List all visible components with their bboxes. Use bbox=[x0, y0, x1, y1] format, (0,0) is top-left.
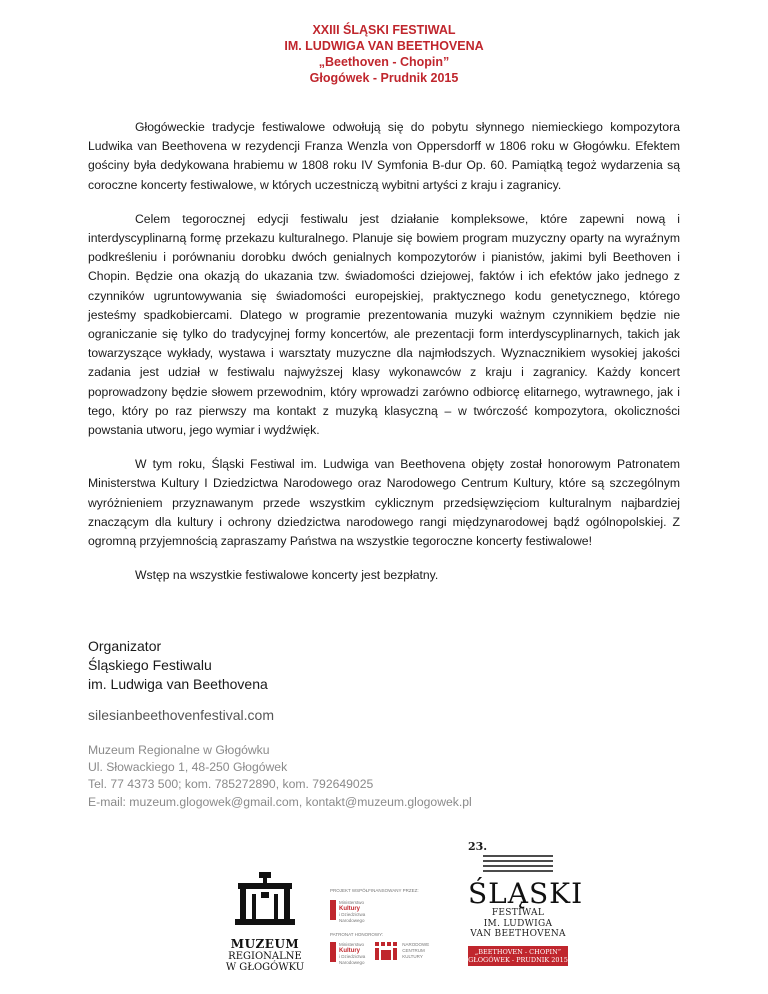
organizer-line: im. Ludwiga van Beethovena bbox=[88, 676, 268, 692]
contact-museum-name: Muzeum Regionalne w Głogówku bbox=[88, 743, 270, 757]
festival-location-year: Głogówek - Prudnik 2015 bbox=[309, 71, 459, 85]
organizer-block bbox=[88, 637, 268, 694]
nck-text: CENTRUM bbox=[402, 948, 425, 953]
ministry-text: Narodowego bbox=[339, 960, 365, 965]
contact-email: E-mail: muzeum.glogowek@gmail.com, kontakt@muzeum.glogowek.pl bbox=[88, 794, 472, 809]
ministry-text: i Dziedzictwa bbox=[339, 954, 366, 959]
ministry-emblem-icon bbox=[330, 900, 336, 920]
festival-logo-name: ŚLĄSKI bbox=[468, 877, 584, 910]
paragraph-tradition: Głogóweckie tradycje festiwalowe odwołują się do pobytu słynnego niemieckiego kompozytora Ludwika van Beethovena w rezydencji Franza Wenzla von Oppersdorff w 1806 roku w Głogówku. Efektem gościny była dedykowana hrabiemu w 1808 roku IV Symfonia B-dur Op. 60. Pamiątką tegoż wydarzenia są coroczne koncerty festiwalowe, w których uczestniczą wybitni artyści z kraju i zagranicy. bbox=[88, 120, 680, 192]
cofinance-label: PROJEKT WSPÓŁFINANSOWANY PRZEZ: bbox=[330, 888, 419, 893]
document-header bbox=[0, 22, 768, 86]
museum-logo-text: MUZEUM bbox=[230, 937, 300, 951]
paragraph-goals: Celem tegorocznej edycji festiwalu jest działanie kompleksowe, które zapewni nową i interdyscyplinarną formę przekazu kulturalnego. Planuje się bowiem program muzyczny oparty na wyraźnym podkreśleniu i porównaniu dorobku dwóch genialnych kompozytorów i pianistów, jakimi byli Beethoven i Chopin. Będzie ona okazją do ukazania tzw. świadomości dziejowej, faktów i ich efektów jako jednego z czynników ugruntowywania się świadomości europejskiej, praktycznego kodu genetycznego, którego jesteśmy spadkobiercami. Dlatego w programie prezentowania muzyki ważnym czynnikiem będzie nie ograniczanie się tylko do tradycyjnej formy koncertów, ale prezentacji form interdyscyplinarnych, takich jak towarzyszące wykłady, wystawa i warsztaty muzyczne dla najmłodszych. Wyznacznikiem wysokiej jakości zadania jest udział w festiwalu najwyższej klasy wykonawców z kraju i zagranicy. Każdy koncert poprowadzony będzie słowem przewodnim, który wprowadzi zarówno odbiorcę elitarnego, wytrawnego, jak i tego, który po raz pierwszy ma kontakt z muzyką klasyczną – w twórczość kompozytora, okoliczności powstania utworu, jego wymiar i wydźwięk. bbox=[88, 211, 680, 438]
museum-logo-text: W GŁOGÓWKU bbox=[225, 962, 305, 973]
ministry-text: Ministerstwo bbox=[339, 942, 365, 947]
museum-building-icon bbox=[235, 872, 295, 930]
ministry-text: Kultury bbox=[339, 906, 360, 912]
festival-logo-text: FESTIWAL bbox=[491, 908, 545, 918]
contact-phone: Tel. 77 4373 500; kom. 785272890, kom. 792649025 bbox=[88, 777, 374, 792]
nck-text: KULTURY bbox=[402, 954, 423, 959]
patronage-logos bbox=[330, 888, 440, 966]
website-link[interactable]: silesianbeethovenfestival.com bbox=[88, 707, 274, 723]
contact-block bbox=[88, 742, 472, 811]
festival-logo bbox=[468, 840, 584, 966]
paragraph-free-entry: Wstęp na wszystkie festiwalowe koncerty jest bezpłatny. bbox=[135, 568, 439, 583]
festival-logo-text: VAN BEETHOVENA bbox=[470, 929, 566, 939]
organizer-line: Organizator bbox=[88, 638, 162, 654]
paragraph-patronage: W tym roku, Śląski Festiwal im. Ludwiga van Beethovena objęty został honorowym Patronatem Ministerstwa Kultury I Dziedzictwa Narodowego oraz Narodowego Centrum Kultury, które są szczególnym wyróżnieniem przyznawanym przede wszystkim cyklicznym przedsięwzięciom kulturalnym najbardziej znaczącym dla kultury i ochrony dziedzictwa narodowego rangi międzynarodowej bądź ogólnopolskiej. Z ogromną przyjemnością zapraszamy Państwa na wszystkie tegoroczne koncerty festiwalowe! bbox=[88, 457, 680, 549]
organizer-line: Śląskiego Festiwalu bbox=[88, 657, 212, 673]
ministry-text: Narodowego bbox=[339, 918, 365, 923]
nck-text: NARODOWE bbox=[402, 942, 430, 947]
festival-edition-number: 23. bbox=[468, 840, 488, 853]
festival-edition-title: XXIII ŚLĄSKI FESTIWAL bbox=[312, 23, 456, 37]
museum-logo-text: REGIONALNE bbox=[228, 951, 302, 962]
festival-logo-text: IM. LUDWIGA bbox=[483, 918, 553, 929]
festival-patron-title: IM. LUDWIGA VAN BEETHOVENA bbox=[284, 39, 484, 53]
festival-band-text: „BEETHOVEN - CHOPIN” bbox=[474, 947, 562, 956]
museum-logo bbox=[220, 872, 310, 973]
staff-lines-icon bbox=[483, 853, 553, 875]
ministry-text: i Dziedzictwa bbox=[339, 912, 366, 917]
festival-theme: „Beethoven - Chopin” bbox=[318, 55, 450, 69]
honorary-label: PATRONAT HONOROWY: bbox=[330, 932, 384, 937]
festival-band-text: GŁOGÓWEK - PRUDNIK 2015 bbox=[468, 955, 568, 964]
ministry-emblem-icon bbox=[330, 942, 336, 962]
festival-logo-band bbox=[468, 946, 568, 966]
contact-address: Ul. Słowackiego 1, 48-250 Głogówek bbox=[88, 760, 288, 775]
letter-body bbox=[88, 118, 680, 600]
nck-emblem-icon bbox=[375, 942, 399, 960]
ministry-text: Ministerstwo bbox=[339, 900, 365, 905]
ministry-text: Kultury bbox=[339, 948, 360, 954]
